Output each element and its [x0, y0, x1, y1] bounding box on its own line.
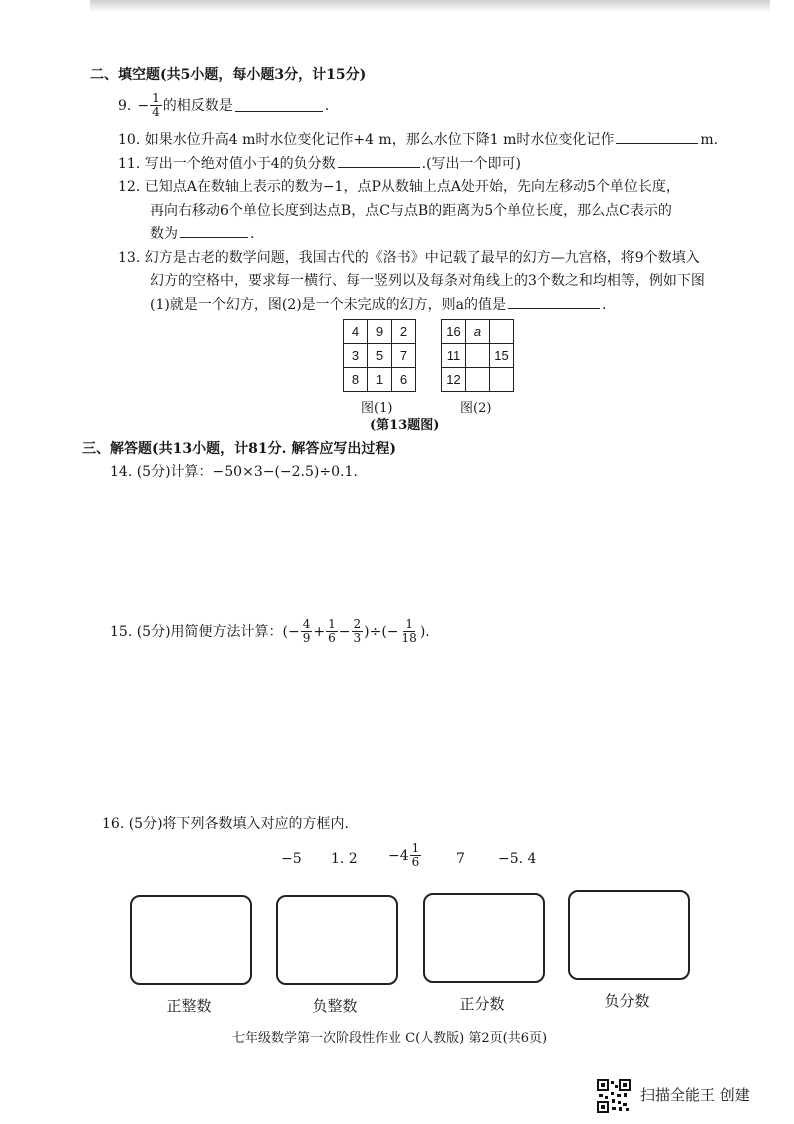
- grid2-cell: [490, 368, 514, 392]
- q13-line-3-text: (1)就是一个幻方，图(2)是一个未完成的幻方，则a的值是: [150, 297, 507, 313]
- q15-plus: +: [313, 623, 326, 640]
- grid1-cell: 7: [392, 344, 416, 368]
- q11-text: 11. 写出一个绝对值小于4的负分数: [118, 156, 336, 172]
- grid1-cell: 9: [368, 320, 392, 344]
- grid1-cell: 4: [344, 320, 368, 344]
- q11-answer-blank[interactable]: [338, 155, 420, 168]
- magic-square-1: [343, 319, 416, 392]
- question-11: [118, 155, 521, 173]
- grid1-cell: 1: [368, 368, 392, 392]
- q16-n3-den: 6: [411, 855, 420, 869]
- q16-number-1: −5: [281, 851, 302, 867]
- grid1-cell: 2: [392, 320, 416, 344]
- q15-f4-den: 18: [401, 631, 417, 645]
- question-15: [110, 618, 430, 645]
- figure-2-label: 图(2): [460, 401, 492, 416]
- q13-end: .: [602, 297, 607, 313]
- magic-square-2: [441, 319, 514, 392]
- section-3-title: 三、解答题(共13小题，计81分. 解答应写出过程): [82, 441, 396, 457]
- q12-line-1: 12. 已知点A在数轴上表示的数为−1，点P从数轴上点A处开始，先向左移动5个单位长度，: [118, 179, 680, 195]
- grid1-cell: 5: [368, 344, 392, 368]
- q12-line-3: [150, 225, 254, 243]
- figure-13-caption: (第13题图): [370, 418, 440, 433]
- q15-fraction-2: [326, 618, 338, 645]
- q11-end: .(写出一个即可): [421, 156, 521, 172]
- q15-minus: −: [338, 623, 351, 640]
- q15-mid: )÷(−: [364, 623, 399, 640]
- q13-line-3: [150, 296, 606, 314]
- q16-n3-fraction: [410, 842, 422, 869]
- grid2-cell: a: [466, 320, 490, 344]
- q9-minus: −: [137, 97, 150, 114]
- section-2-title: 二、填空题(共5小题，每小题3分，计15分): [90, 67, 367, 83]
- q9-frac-den: 4: [152, 105, 160, 119]
- q9-frac-num: 1: [152, 91, 160, 105]
- q12-answer-blank[interactable]: [180, 225, 248, 238]
- box-negative-fraction[interactable]: [568, 890, 690, 980]
- q10-end: m.: [700, 132, 719, 148]
- scanner-watermark: 扫描全能王 创建: [640, 1086, 750, 1104]
- q15-f3-den: 3: [353, 631, 362, 645]
- q16-number-3: [388, 842, 422, 869]
- question-16: 16. (5分)将下列各数填入对应的方框内.: [102, 816, 349, 832]
- qr-code-icon: [597, 1079, 631, 1113]
- q13-answer-blank[interactable]: [508, 296, 600, 309]
- label-positive-fraction: 正分数: [459, 995, 505, 1013]
- q15-fraction-1: [301, 618, 313, 645]
- q9-text: 的相反数是: [162, 97, 233, 114]
- q15-f1-den: 9: [302, 631, 311, 645]
- q10-answer-blank[interactable]: [616, 131, 698, 144]
- scan-top-shadow: [90, 0, 770, 12]
- q16-number-5: −5. 4: [498, 851, 537, 867]
- q9-end: .: [324, 97, 330, 114]
- grid2-cell: [466, 368, 490, 392]
- q13-line-2: 幻方的空格中，要求每一横行、每一竖列以及每条对角线上的3个数之和均相等，例如下图: [150, 273, 705, 289]
- q16-n3-num: 1: [411, 841, 420, 855]
- q12-line-2: 再向右移动6个单位长度到达点B，点C与点B的距离为5个单位长度，那么点C表示的: [150, 203, 672, 219]
- q15-f4-num: 1: [405, 617, 413, 631]
- q15-f3-num: 2: [353, 617, 362, 631]
- question-10: [118, 131, 718, 149]
- q16-number-4: 7: [456, 851, 465, 867]
- q15-f1-num: 4: [302, 617, 311, 631]
- q10-text: 10. 如果水位升高4 m时水位变化记作+4 m，那么水位下降1 m时水位变化记作: [118, 132, 615, 148]
- grid2-cell: 16: [442, 320, 466, 344]
- q9-fraction: [150, 92, 162, 119]
- grid2-cell: 15: [490, 344, 514, 368]
- q12-line-3-text: 数为: [150, 226, 178, 242]
- grid2-cell: [466, 344, 490, 368]
- q15-f2-num: 1: [328, 617, 336, 631]
- page-footer: 七年级数学第一次阶段性作业 C(人教版) 第2页(共6页): [232, 1031, 548, 1046]
- q12-end: .: [250, 226, 255, 242]
- q15-end: ).: [419, 623, 430, 640]
- label-negative-integer: 负整数: [312, 997, 358, 1015]
- label-negative-fraction: 负分数: [604, 992, 650, 1010]
- box-positive-integer[interactable]: [130, 895, 252, 985]
- q16-number-2: 1. 2: [331, 851, 358, 867]
- question-14: 14. (5分)计算：−50×3−(−2.5)÷0.1.: [110, 464, 358, 480]
- q15-prefix: 15. (5分)用简便方法计算：(−: [110, 623, 300, 640]
- q9-answer-blank[interactable]: [235, 99, 323, 112]
- q13-line-1: 13. 幻方是古老的数学问题，我国古代的《洛书》中记载了最早的幻方—九宫格，将9个数填入: [118, 250, 700, 266]
- q15-fraction-4: [400, 618, 419, 645]
- grid2-cell: 11: [442, 344, 466, 368]
- q9-number: 9.: [118, 97, 132, 114]
- grid2-cell: 12: [442, 368, 466, 392]
- grid1-cell: 8: [344, 368, 368, 392]
- figure-1-label: 图(1): [361, 401, 393, 416]
- grid2-cell: [490, 320, 514, 344]
- label-positive-integer: 正整数: [166, 997, 212, 1015]
- q15-fraction-3: [352, 618, 364, 645]
- question-9: [118, 92, 329, 119]
- box-positive-fraction[interactable]: [423, 893, 545, 983]
- box-negative-integer[interactable]: [276, 895, 398, 985]
- q15-f2-den: 6: [328, 631, 336, 645]
- grid1-cell: 3: [344, 344, 368, 368]
- grid1-cell: 6: [392, 368, 416, 392]
- q16-n3-whole: −4: [388, 847, 409, 864]
